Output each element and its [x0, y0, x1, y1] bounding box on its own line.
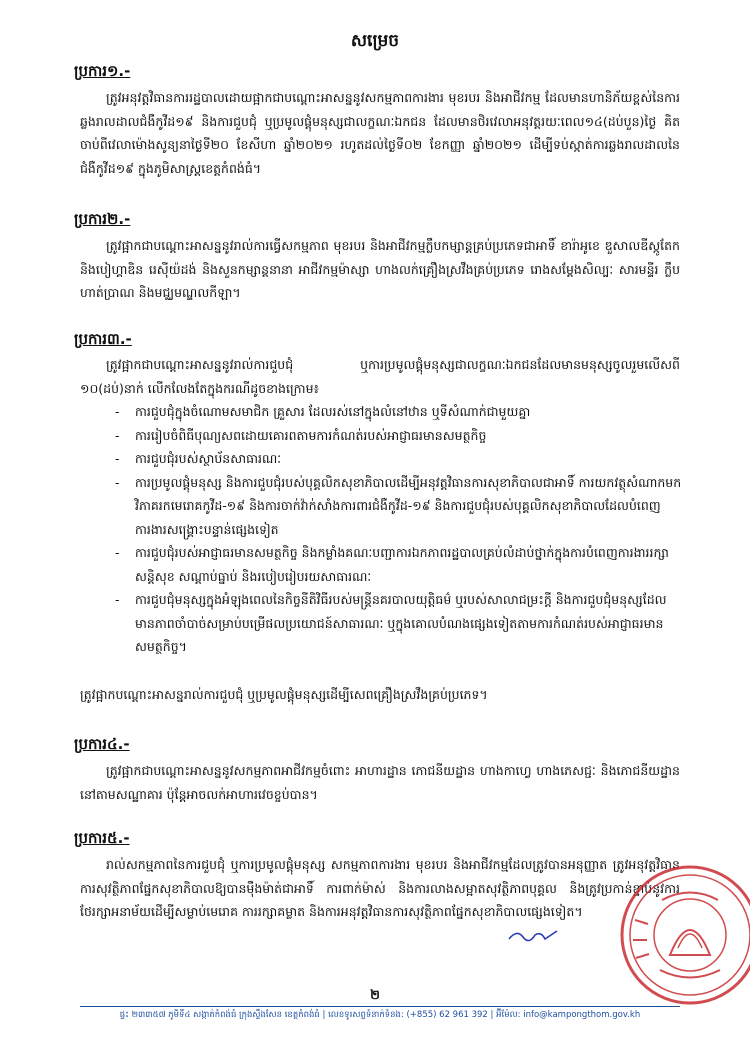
footer-contact: ផ្ទះ ២៣៣៥៧ ភូមិទី៤ សង្កាត់កំពង់ធំ ក្រុងស្ទឹងសែន ខេត្តកំពង់ធំ | លេខទូរសព្ទទំនាក់ទំនង: (+855) 62 961 392 | អ៊ីម៉ែល: info@kampongthom.gov.kh — [119, 1010, 641, 1020]
decision-heading: សម្រេច — [350, 31, 400, 51]
list-item: - ការជួបជុំក្នុងចំណោមសមាជិក គ្រួសារ ដែលរស់នៅក្នុងលំនៅឋាន ឬទីសំណាក់ជាមួយគ្នា — [115, 400, 685, 424]
article-3-exceptions-list — [115, 400, 685, 659]
article-2-text: ត្រូវផ្អាកជាបណ្តោះអាសន្ននូវរាល់ការធ្វើសកម្មភាព មុខរបរ និងអាជីវកម្មក្លឹបកម្សាន្តគ្រប់ប្រភេទជាអាទិ៍ ខារ៉ាអូខេ ឌួសាលឌីស្កូតែក និងបៀហ្គាឌិន រេស៊ីយ៉ដង់ និងសួនកម្សាន្តនានា អាជីវកម្មម៉ាស្សា ហាងលក់គ្រឿងស្រវឹងគ្រប់ប្រភេទ រោងសម្តែងសិល្បៈ សារមន្ទីរ ក្លឹបហាត់ប្រាណ និងមជ្ឈមណ្ឌលកីឡា។ — [80, 238, 680, 300]
list-item: - ការរៀបចំពិធីបុណ្យសពដោយគោរពតាមការកំណត់របស់អាជ្ញាធរមានសមត្ថកិច្ច — [115, 424, 685, 448]
article-1-text: ត្រូវអនុវត្តវិធានការរដ្ឋបាលដោយផ្អាកជាបណ្តោះអាសន្ននូវសកម្មភាពការងារ មុខរបរ និងអាជីវកម្ម ដែលមានហានិភ័យខ្ពស់នៃការឆ្លងរាលដាលជំងឺកូវីដ១៩ និងការជួបជុំ ឬប្រមូលផ្តុំមនុស្សជាលក្ខណៈឯកជន ដែលមានថិរវេលាអនុវត្តរយៈពេល១៤(ដប់បួន)ថ្ងៃ គិតចាប់ពីវេលាម៉ោងសូន្យនាថ្ងៃទី២០ ខែសីហា ឆ្នាំ២០២១ រហូតដល់ថ្ងៃទី០២ ខែកញ្ញា ឆ្នាំ២០២១ ដើម្បីទប់ស្កាត់ការឆ្លងរាលដាលនៃជំងឺកូវីដ១៩ ក្នុងភូមិសាស្ត្រខេត្តកំពង់ធំ។ — [80, 90, 680, 176]
article-4-paragraph — [80, 759, 680, 806]
article-2-paragraph — [80, 234, 680, 305]
article-3-closing: ត្រូវផ្អាកបណ្តោះអាសន្នរាល់ការជួបជុំ ឬប្រមូលផ្តុំមនុស្សដើម្បីសេពគ្រឿងស្រវឹងគ្រប់ប្រភេទ។ — [80, 687, 488, 702]
list-item: - ការជួបជុំមនុស្សក្នុងអំឡុងពេលនៃកិច្ចនីតិវិធីរបស់មន្ត្រីនគរបាលយុត្តិធម៌ ឬរបស់សាលាជម្រះក្តី និងការជួបជុំមនុស្សដែលមានភាពចាំបាច់សម្រាប់បម្រើផលប្រយោជន៍សាធារណៈ ឬក្នុងគោលបំណងផ្សេងទៀតតាមការកំណត់របស់អាជ្ញាធរមានសមត្ថកិច្ច។ — [115, 588, 685, 659]
article-3-paragraph — [80, 353, 680, 400]
article-4-text: ត្រូវផ្អាកជាបណ្តោះអាសន្ននូវសកម្មភាពអាជីវកម្មចំពោះ អាហារដ្ឋាន ភោជនីយដ្ឋាន ហាងកាហ្វេ ហាងភេសជ្ជៈ និងភោជនីយដ្ឋាននៅតាមសណ្ឋាគារ ប៉ុន្តែអាចលក់អាហារវេចខ្ចប់បាន។ — [80, 763, 680, 802]
footer-divider — [80, 1006, 680, 1007]
article-1-label: ប្រការ១.- — [74, 62, 131, 80]
article-5-text: រាល់សកម្មភាពនៃការជួបជុំ ឬការប្រមូលផ្តុំមនុស្ស សកម្មភាពការងារ មុខរបរ និងអាជីវកម្មដែលត្រូវបានអនុញ្ញាត ត្រូវអនុវត្តវិធានការសុវត្ថិភាពផ្នែកសុខាភិបាលឱ្យបានម៉ឺងម៉ាត់ជាអាទិ៍ ការពាក់ម៉ាស់ និងការលាងសម្អាតសុវត្ថិភាពបុគ្គល និងត្រូវប្រកាន់ខ្ជាប់នូវការថែរក្សាអនាម័យដើម្បីសម្លាប់មេរោគ ការរក្សាគម្លាត និងការអនុវត្តវិធានការសុវត្ថិភាពផ្នែកសុខាភិបាលផ្សេងទៀត។ — [80, 857, 680, 919]
article-4-label: ប្រការ៤.- — [74, 735, 130, 753]
article-3-text: ត្រូវផ្អាកជាបណ្តោះអាសន្ននូវរាល់ការជួបជុំ ឬការប្រមូលផ្តុំមនុស្សជាលក្ខណៈឯកជនដែលមានមនុស្សចូលរួមលើសពី ១០(ដប់)នាក់ លើកលែងតែក្នុងករណីដូចខាងក្រោម៖ — [80, 357, 680, 396]
list-item: - ការប្រមូលផ្តុំមនុស្ស និងការជួបជុំរបស់បុគ្គលិកសុខាភិបាលដើម្បីអនុវត្តវិធានការសុខាភិបាលជាអាទិ៍ ការយកវត្ថុសំណាកមកវិភាគរកមេរោគកូវីដ-១៩ និងការចាក់វ៉ាក់សាំងការពារជំងឺកូវីដ-១៩ និងការជួបជុំរបស់បុគ្គលិកសុខាភិបាលដែលបំពេញការងារសង្គ្រោះបន្ទាន់ផ្សេងទៀត — [115, 471, 685, 542]
page-number: ២ — [370, 988, 380, 1003]
list-item: - ការជួបជុំរបស់អាជ្ញាធរមានសមត្ថកិច្ច និងកម្លាំងគណៈបញ្ជាការឯកភាពរដ្ឋបាលគ្រប់លំដាប់ថ្នាក់ក្នុងការបំពេញការងាររក្សាសន្តិសុខ សណ្តាប់ធ្នាប់ និងរបៀបរៀបរយសាធារណៈ — [115, 541, 685, 588]
article-2-label: ប្រការ២.- — [74, 210, 131, 228]
article-1-paragraph — [80, 86, 680, 180]
article-3-label: ប្រការ៣.- — [74, 330, 132, 348]
signature-icon — [505, 925, 565, 945]
article-5-paragraph — [80, 853, 680, 924]
list-item: - ការជួបជុំរបស់ស្ថាប័នសាធារណៈ — [115, 447, 685, 471]
article-5-label: ប្រការ៥.- — [74, 829, 130, 847]
